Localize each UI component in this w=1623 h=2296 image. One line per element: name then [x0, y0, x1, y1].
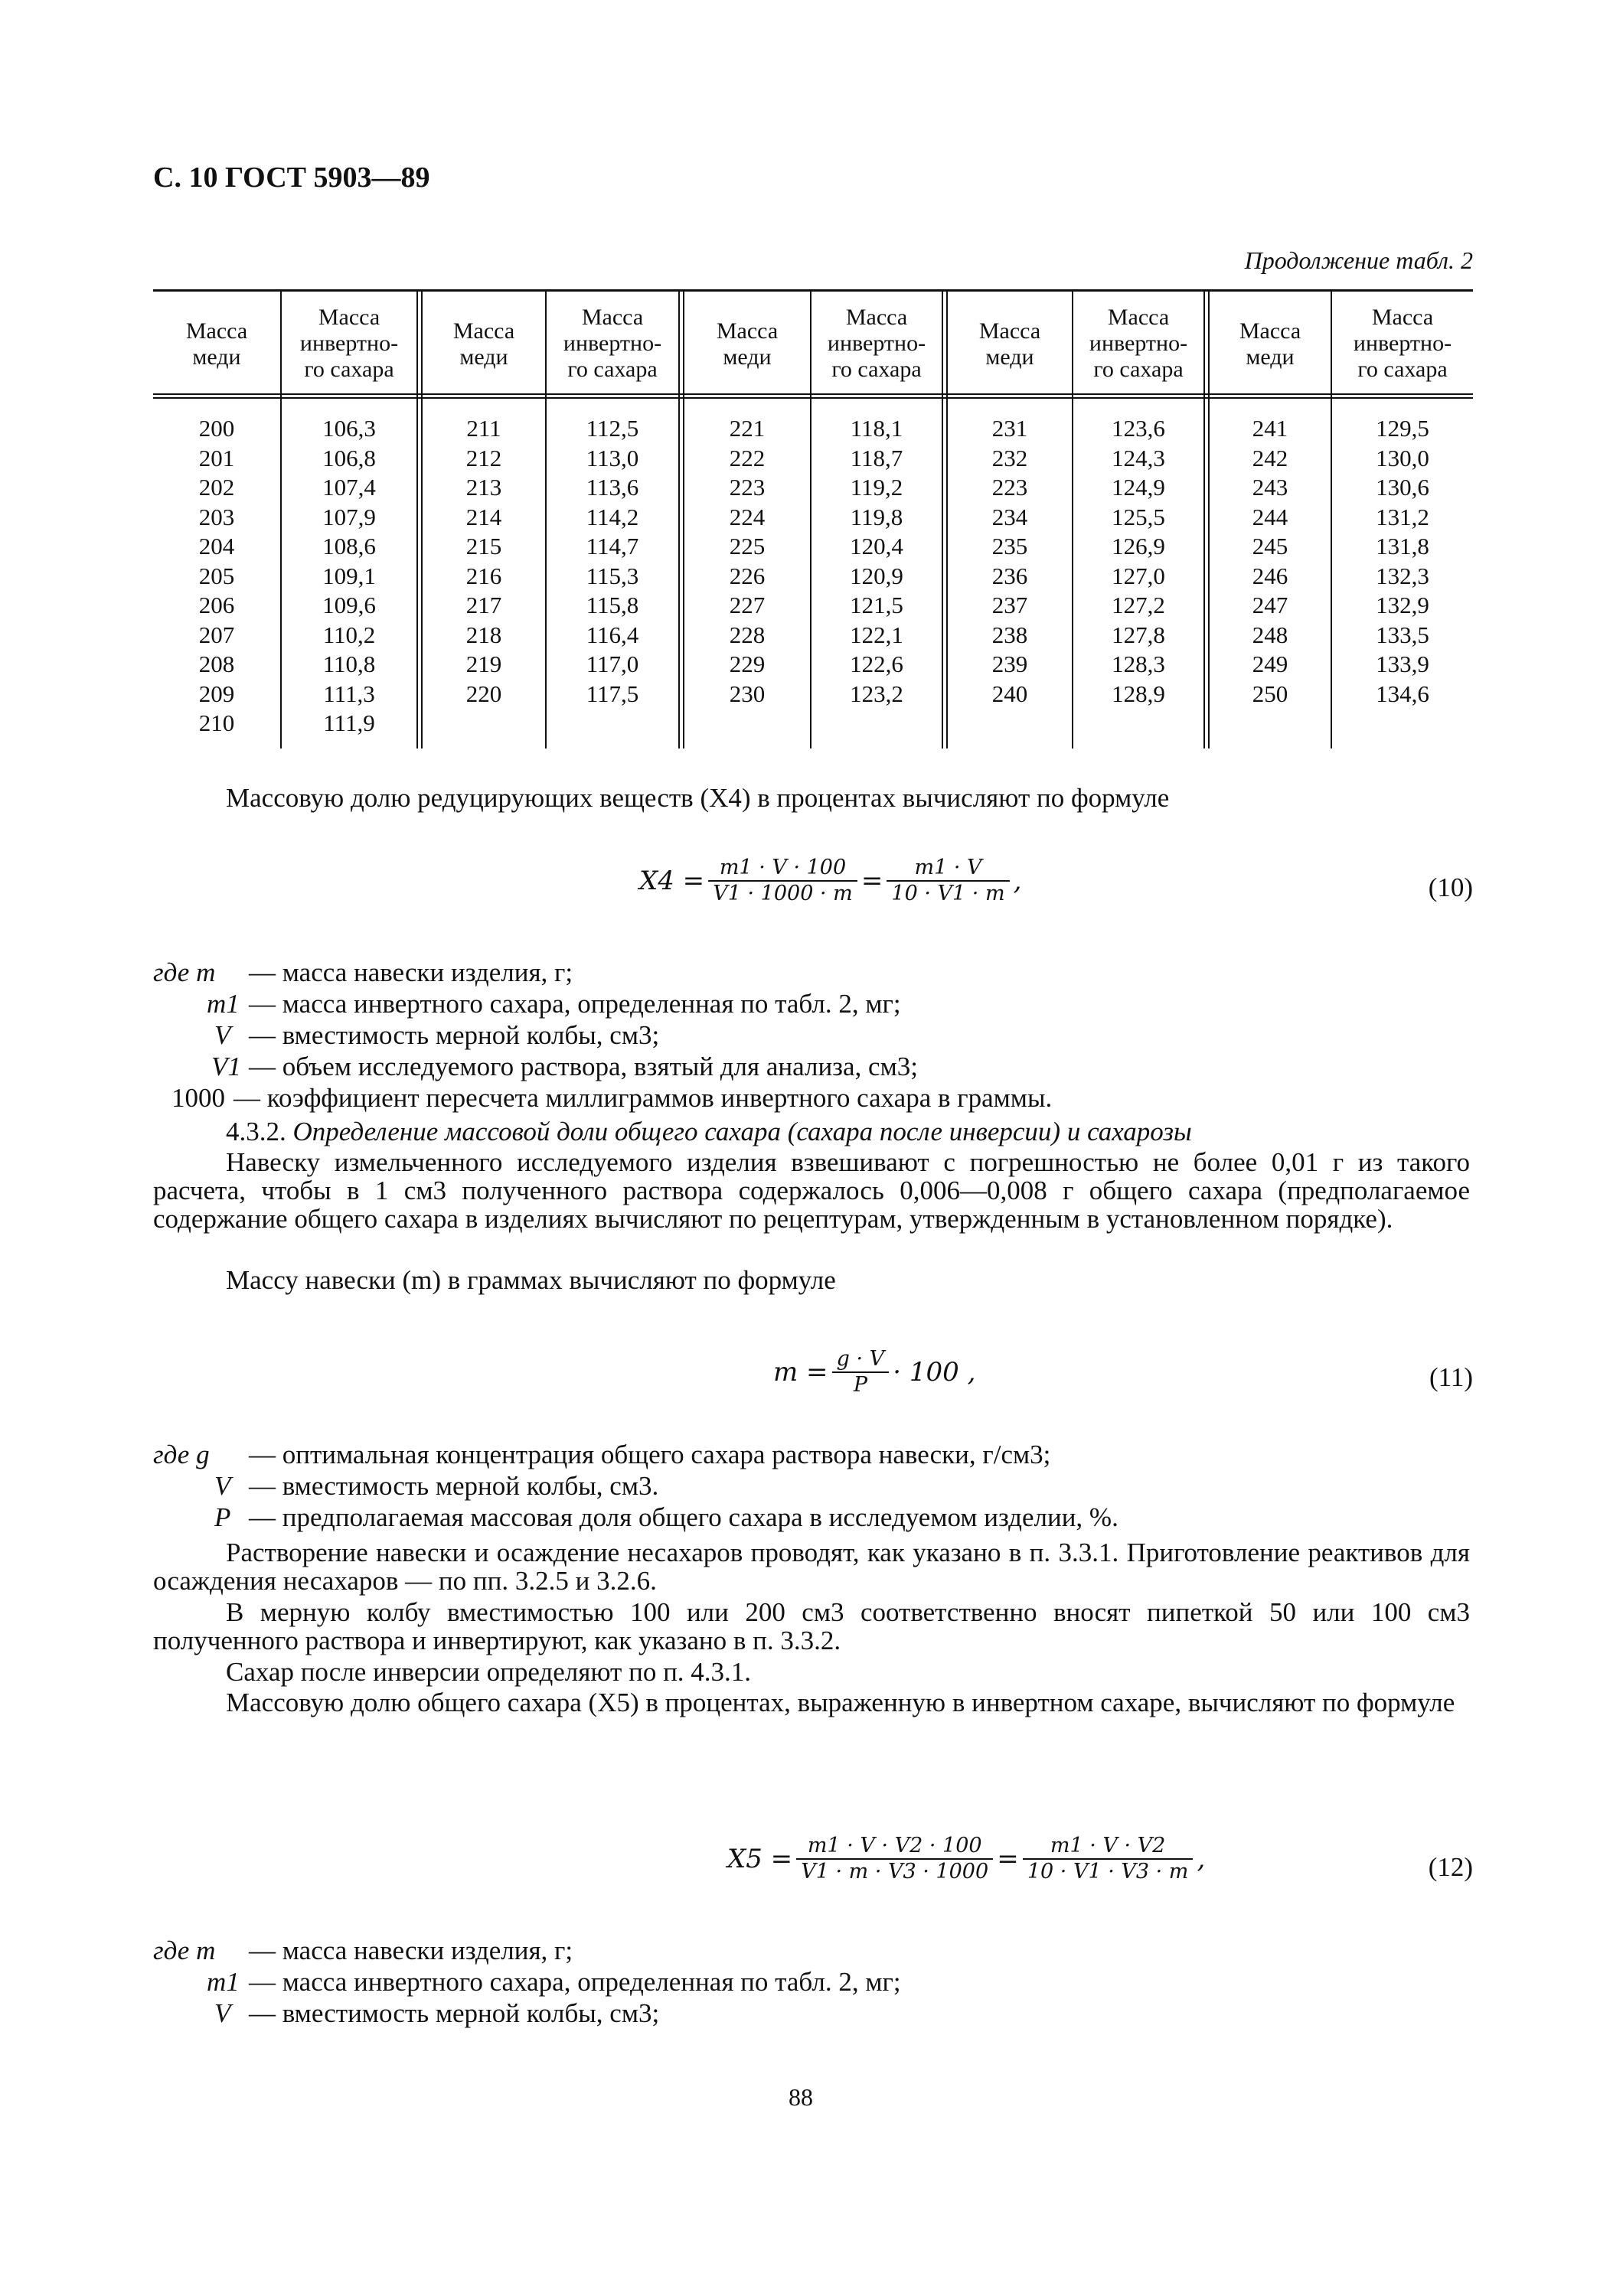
copper-column: 211 212 213 214 215 216 217 218 219 220 — [465, 415, 502, 707]
legend-row: V — вместимость мерной колбы, см3; — [214, 1020, 660, 1050]
legend-row: V — вместимость мерной колбы, см3; — [214, 1998, 660, 2028]
section-4-3-2-heading: 4.3.2. Определение массовой доли общего сахара (сахара после инверсии) и сахарозы — [226, 1117, 1192, 1146]
header-copper-mass: Масса меди — [452, 318, 515, 370]
legend-row: m1 — масса инвертного сахара, определенная по табл. 2, мг; — [207, 1967, 901, 1997]
legend-row: V — вместимость мерной колбы, см3. — [214, 1471, 659, 1501]
formula-12: X5 = $\frac{m1 \cdot V \cdot V2 \cdot 100}{V1 \cdot m \cdot V3 \cdot 1000}$ = $\frac{m1 \cdot V \cdot V2}{10 \cdot V1 \cdot V3 \cdot m}$ , — [727, 1834, 1206, 1883]
equation-number-11: (11) — [1429, 1362, 1473, 1392]
header-invert-sugar-mass: Масса инвертно- го сахара — [299, 305, 399, 382]
formula-11-legend — [153, 1439, 1470, 1533]
header-invert-sugar-mass: Масса инвертно- го сахара — [563, 305, 662, 382]
legend-row: где m — масса навески изделия, г; — [153, 957, 573, 987]
legend-row: m1 — масса инвертного сахара, определенная по табл. 2, мг; — [207, 989, 901, 1019]
paragraph-weighing: Навеску измельченного исследуемого изделия взвешивают с погрешностью не более 0,01 г из такого расчета, чтобы в 1 см3 полученного раствора содержалось 0,006—0,008 г общего сахара (предполагаемое содержание общего сахара в изделиях вычисляют по рецептурам, утвержденным в установленном порядке). — [153, 1147, 1470, 1234]
page-header: С. 10 ГОСТ 5903—89 — [153, 161, 430, 194]
equation-number-10: (10) — [1428, 872, 1473, 902]
invert-sugar-column: 118,1 118,7 119,2 119,8 120,4 120,9 121,5 122,1 122,6 123,2 — [850, 415, 903, 707]
paragraph-sample-mass: Массу навески (m) в граммах вычисляют по формуле — [226, 1265, 836, 1295]
page-number: 88 — [789, 2083, 813, 2111]
paragraph-reducing-substances: Массовую долю редуцирующих веществ (X4) в процентах вычисляют по формуле — [226, 783, 1170, 813]
paragraph-total-sugar: Массовую долю общего сахара (X5) в процентах, выраженную в инвертном сахаре, вычисляют по формуле — [226, 1688, 1455, 1717]
header-copper-mass: Масса меди — [185, 318, 248, 370]
invert-sugar-column: 106,3 106,8 107,4 107,9 108,6 109,1 109,6 110,2 110,8 111,3 111,9 — [322, 415, 376, 736]
table-continuation-label: Продолжение табл. 2 — [1244, 246, 1473, 274]
equation-number-12: (12) — [1428, 1852, 1473, 1882]
formula-12-legend — [153, 1935, 1470, 2029]
formula-11: m = $\frac{g \cdot V}{P}$ · 100 , — [773, 1347, 976, 1397]
header-invert-sugar-mass: Масса инвертно- го сахара — [1353, 305, 1452, 382]
invert-sugar-column: 129,5 130,0 130,6 131,2 131,8 132,3 132,9 133,5 133,9 134,6 — [1376, 415, 1429, 707]
copper-column: 231 232 223 234 235 236 237 238 239 240 — [991, 415, 1028, 707]
legend-row: P — предполагаемая массовая доля общего сахара в исследуемом изделии, %. — [214, 1502, 1118, 1532]
invert-sugar-column: 123,6 124,3 124,9 125,5 126,9 127,0 127,2 127,8 128,3 128,9 — [1112, 415, 1165, 707]
legend-row: V1 — объем исследуемого раствора, взятый для анализа, см3; — [211, 1052, 918, 1081]
header-invert-sugar-mass: Масса инвертно- го сахара — [827, 305, 926, 382]
header-copper-mass: Масса меди — [716, 318, 779, 370]
legend-row: где g — оптимальная концентрация общего сахара раствора навески, г/см3; — [153, 1440, 1051, 1469]
copper-column: 241 242 243 244 245 246 247 248 249 250 — [1252, 415, 1288, 707]
copper-column: 200 201 202 203 204 205 206 207 208 209 210 — [198, 415, 235, 736]
header-invert-sugar-mass: Масса инвертно- го сахара — [1089, 305, 1188, 382]
copper-column: 221 222 223 224 225 226 227 228 229 230 — [729, 415, 766, 707]
formula-10: X4 = $\frac{m1 \cdot V \cdot 100}{V1 \cdot 1000 \cdot m}$ = $\frac{m1 \cdot V}{10 \cdot V1 \cdot m}$ , — [639, 856, 1022, 905]
invert-sugar-column: 112,5 113,0 113,6 114,2 114,7 115,3 115,8 116,4 117,0 117,5 — [586, 415, 639, 707]
paragraph-dissolution: Растворение навески и осаждение несахаров проводят, как указано в п. 3.3.1. Приготовление реактивов для осаждения несахаров — по пп. 3.2.5 и 3.2.6. — [153, 1538, 1470, 1596]
legend-row: где m — масса навески изделия, г; — [153, 1936, 573, 1965]
copper-to-invert-sugar-table — [153, 289, 1473, 748]
paragraph-sugar-after-inversion: Сахар после инверсии определяют по п. 4.3.1. — [226, 1657, 752, 1687]
header-copper-mass: Масса меди — [978, 318, 1041, 370]
formula-10-legend — [153, 957, 1470, 1114]
paragraph-inversion: В мерную колбу вместимостью 100 или 200 см3 соответственно вносят пипеткой 50 или 100 см3 полученного раствора и инвертируют, как указано в п. 3.3.2. — [153, 1597, 1470, 1655]
legend-row: 1000 — коэффициент пересчета миллиграммов инвертного сахара в граммы. — [171, 1083, 1053, 1113]
header-copper-mass: Масса меди — [1239, 318, 1301, 370]
